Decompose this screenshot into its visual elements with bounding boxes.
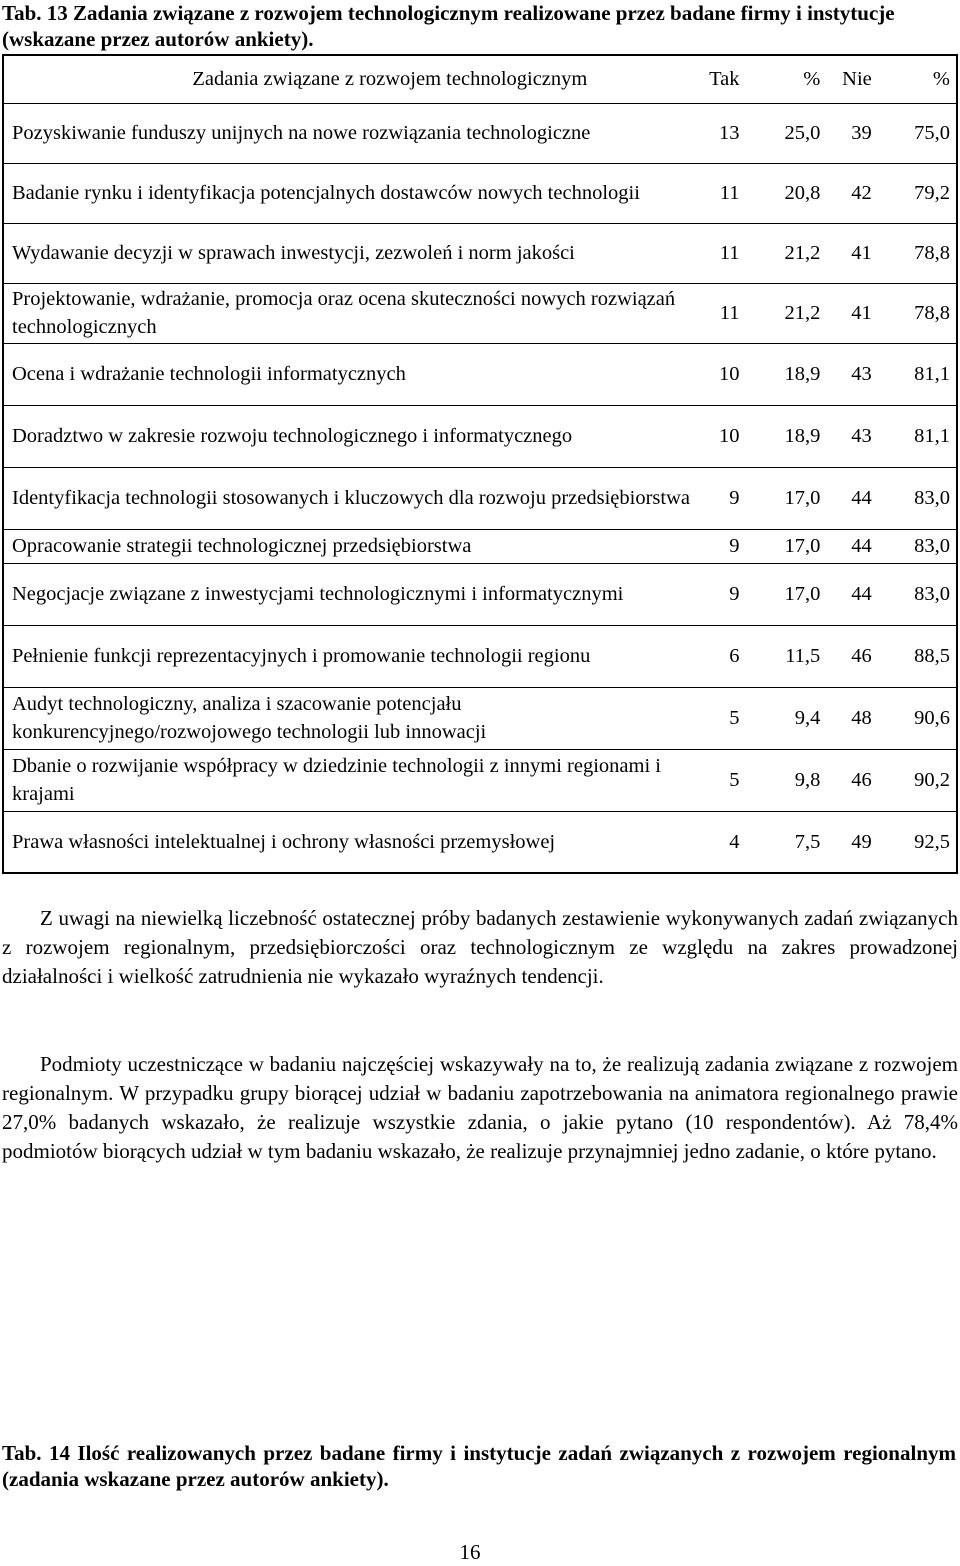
row-tak-pct: 7,5 — [794, 830, 821, 853]
row-task: Negocjacje związane z inwestycjami technologicznymi i informatycznymi — [12, 583, 624, 605]
row-nie-pct: 92,5 — [914, 830, 950, 853]
row-nie-pct: 83,0 — [914, 487, 950, 509]
row-task: Prawa własności intelektualnej i ochrony własności przemysłowej — [12, 830, 556, 853]
row-nie: 43 — [851, 425, 872, 447]
row-nie-pct: 78,8 — [914, 242, 950, 264]
row-tak: 10 — [719, 425, 740, 447]
row-task: Identyfikacja technologii stosowanych i kluczowych dla rozwoju przedsiębiorstwa — [12, 487, 691, 509]
header-nie: Nie — [842, 68, 872, 91]
row-tak: 4 — [729, 830, 740, 853]
row-tak: 6 — [729, 645, 740, 667]
row-nie-pct: 78,8 — [914, 302, 950, 324]
row-nie: 41 — [851, 302, 872, 324]
row-nie-pct: 90,2 — [914, 769, 950, 791]
row-nie: 49 — [851, 830, 872, 853]
row-tak-pct: 9,4 — [794, 707, 821, 729]
table-row — [3, 283, 957, 343]
row-task: Audyt technologiczny, analiza i szacowanie potencjału konkurencyjnego/rozwojowego technologii lub innowacji — [12, 693, 487, 743]
row-task: Opracowanie strategii technologicznej przedsiębiorstwa — [12, 535, 472, 557]
row-tak-pct: 17,0 — [784, 535, 821, 557]
row-nie-pct: 83,0 — [914, 583, 950, 605]
row-tak-pct: 9,8 — [794, 769, 821, 791]
table-row — [3, 103, 957, 163]
table-row — [3, 343, 957, 405]
row-tak-pct: 25,0 — [784, 122, 821, 144]
row-nie: 48 — [851, 707, 872, 729]
row-tak-pct: 17,0 — [784, 583, 821, 605]
row-tak-pct: 21,2 — [784, 242, 821, 264]
row-tak: 5 — [729, 769, 740, 791]
row-nie: 44 — [851, 535, 872, 557]
row-nie-pct: 88,5 — [914, 645, 950, 667]
table-row — [3, 811, 957, 873]
row-tak: 11 — [719, 182, 740, 204]
table-13-caption: Tab. 13 Zadania związane z rozwojem technologicznym realizowane przez badane firmy i instytucje (wskazane przez autorów ankiety). — [2, 1, 895, 51]
row-tak: 11 — [719, 242, 740, 264]
row-tak-pct: 21,2 — [784, 302, 821, 324]
row-tak-pct: 17,0 — [784, 487, 821, 509]
row-tak-pct: 11,5 — [785, 645, 821, 667]
row-tak: 11 — [719, 302, 740, 324]
row-nie: 41 — [851, 242, 872, 264]
table-row — [3, 467, 957, 529]
row-task: Doradztwo w zakresie rozwoju technologicznego i informatycznego — [12, 425, 573, 447]
page-number: 16 — [459, 1540, 481, 1564]
row-nie-pct: 81,1 — [914, 363, 950, 385]
row-nie: 46 — [851, 645, 872, 667]
row-nie: 44 — [851, 583, 872, 605]
row-task: Badanie rynku i identyfikacja potencjalnych dostawców nowych technologii — [12, 182, 640, 204]
row-task: Pozyskiwanie funduszy unijnych na nowe rozwiązania technologiczne — [12, 122, 591, 144]
table-row — [3, 223, 957, 283]
row-tak-pct: 18,9 — [784, 363, 821, 385]
row-nie: 46 — [851, 769, 872, 791]
paragraph: Z uwagi na niewielką liczebność ostatecznej próby badanych zestawienie wykonywanych zadań związanych z rozwojem regionalnym, przedsiębiorczości oraz technologicznym ze względu na zakres prowadzonej działalności i wielkość zatrudnienia nie wykazało wyraźnych tendencji. — [2, 906, 958, 988]
header-tak: Tak — [709, 68, 740, 91]
table-row — [3, 563, 957, 625]
row-nie: 43 — [851, 363, 872, 385]
table-row — [3, 625, 957, 687]
table-row — [3, 749, 957, 811]
row-task: Pełnienie funkcji reprezentacyjnych i promowanie technologii regionu — [12, 645, 591, 667]
table-row — [3, 163, 957, 223]
row-tak: 13 — [719, 122, 740, 144]
row-tak: 9 — [729, 487, 740, 509]
row-task: Projektowanie, wdrażanie, promocja oraz ocena skuteczności nowych rozwiązań technologicznych — [12, 288, 676, 338]
row-nie-pct: 83,0 — [914, 535, 950, 557]
row-nie: 39 — [851, 122, 872, 144]
row-task: Dbanie o rozwijanie współpracy w dziedzinie technologii z innymi regionami i krajami — [12, 755, 661, 805]
table-14-caption: Tab. 14 Ilość realizowanych przez badane firmy i instytucje zadań związanych z rozwojem regionalnym (zadania wskazane przez autorów ankiety). — [2, 1441, 956, 1491]
header-nie-pct: % — [932, 68, 950, 91]
row-tak: 9 — [729, 583, 740, 605]
row-nie-pct: 90,6 — [914, 707, 950, 729]
row-nie-pct: 79,2 — [914, 182, 950, 204]
table-row — [3, 687, 957, 749]
row-nie-pct: 81,1 — [914, 425, 950, 447]
row-tak: 9 — [729, 535, 740, 557]
row-nie-pct: 75,0 — [914, 122, 950, 144]
table-row — [3, 405, 957, 467]
row-task: Ocena i wdrażanie technologii informatycznych — [12, 363, 406, 385]
header-task: Zadania związane z rozwojem technologicznym — [192, 68, 588, 91]
table-row — [3, 529, 957, 563]
paragraph: Podmioty uczestniczące w badaniu najczęściej wskazywały na to, że realizują zadania związane z rozwojem regionalnym. W przypadku grupy biorącej udział w badaniu zapotrzebowania na animatora regionalnego prawie 27,0% badanych wskazało, że realizuje wszystkie zdania, o jakie pytano (10 respondentów). Aż 78,4% podmiotów biorących udział w tym badaniu wskazało, że realizuje przynajmniej jedno zadanie, o które pytano. — [2, 1052, 958, 1163]
tasks-table — [2, 54, 958, 874]
row-tak-pct: 20,8 — [784, 182, 821, 204]
header-tak-pct: % — [803, 68, 821, 91]
row-nie: 42 — [851, 182, 872, 204]
table-header-row — [3, 55, 957, 103]
row-task: Wydawanie decyzji w sprawach inwestycji, zezwoleń i norm jakości — [12, 242, 575, 264]
row-tak-pct: 18,9 — [784, 425, 821, 447]
row-tak: 10 — [719, 363, 740, 385]
row-tak: 5 — [729, 707, 740, 729]
row-nie: 44 — [851, 487, 872, 509]
